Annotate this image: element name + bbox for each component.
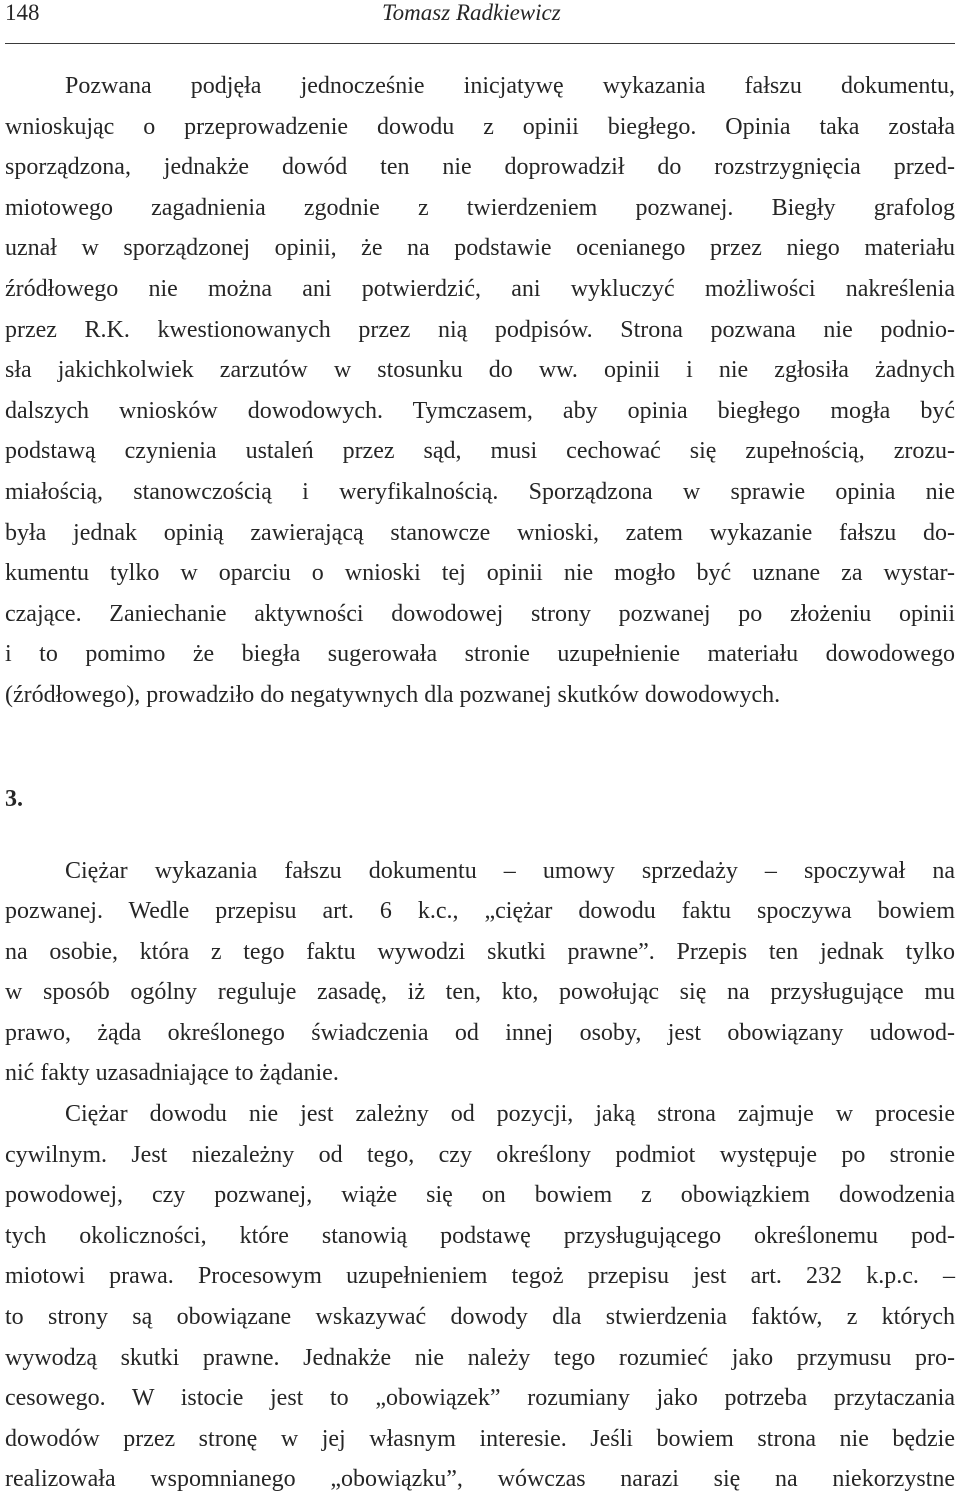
- text-line: cywilnym. Jest niezależny od tego, czy określony podmiot występuje po stronie: [5, 1141, 955, 1168]
- running-header: [5, 0, 955, 44]
- text-line: na osobie, która z tego faktu wywodzi skutki prawne”. Przepis ten jednak tylko: [5, 938, 955, 965]
- book-page: [5, 0, 955, 1500]
- text-line: dowodów przez stronę w jej własnym interesie. Jeśli bowiem strona nie będzie: [5, 1425, 955, 1452]
- text-line: pozwanej. Wedle przepisu art. 6 k.c., „ciężar dowodu faktu spoczywa bowiem: [5, 898, 955, 925]
- text-line: (źródłowego), prowadziło do negatywnych dla pozwanej skutków dowodowych.: [5, 681, 781, 708]
- text-line: wywodzą skutki prawne. Jednakże nie należy tego rozumieć jako przymusu pro-: [5, 1344, 955, 1371]
- text-line: realizowała wspomnianego „obowiązku”, wówczas narazi się na niekorzystne: [5, 1466, 955, 1493]
- text-line: wnioskując o przeprowadzenie dowodu z opinii biegłego. Opinia taka została: [5, 113, 955, 140]
- text-line: prawo, żąda określonego świadczenia od innej osoby, jest obowiązany udowod-: [5, 1019, 955, 1046]
- section-number: 3.: [5, 785, 23, 812]
- text-line: nić fakty uzasadniające to żądanie.: [5, 1060, 339, 1087]
- text-line: była jednak opinią zawierającą stanowcze wnioski, zatem wykazanie fałszu do-: [5, 519, 955, 546]
- text-line: czające. Zaniechanie aktywności dowodowej strony pozwanej po złożeniu opinii: [5, 600, 955, 627]
- paragraph: [5, 66, 955, 716]
- paragraph: [5, 851, 955, 1095]
- text-line: sła jakichkolwiek zarzutów w stosunku do ww. opinii i nie zgłosiła żadnych: [5, 357, 955, 384]
- text-line: uznał w sporządzonej opinii, że na podstawie ocenianego przez niego materiału: [5, 235, 955, 262]
- text-line: tych okoliczności, które stanowią podstawę przysługującego określonemu pod-: [5, 1222, 955, 1249]
- text-line: to strony są obowiązane wskazywać dowody dla stwierdzenia faktów, z których: [5, 1304, 955, 1331]
- text-line: dalszych wniosków dowodowych. Tymczasem, aby opinia biegłego mogła być: [5, 397, 955, 424]
- text-line: miałością, stanowczością i weryfikalnością. Sporządzona w sprawie opinia nie: [5, 478, 955, 505]
- page-number: 148: [5, 0, 40, 25]
- text-line: i to pomimo że biegła sugerowała stronie uzupełnienie materiału dowodowego: [5, 641, 955, 668]
- text-line: Pozwana podjęła jednocześnie inicjatywę wykazania fałszu dokumentu,: [65, 73, 955, 99]
- text-line: kumentu tylko w oparciu o wnioski tej opinii nie mogło być uznane za wystar-: [5, 560, 955, 587]
- running-title: Tomasz Radkiewicz: [382, 0, 561, 25]
- text-line: miotowi prawa. Procesowym uzupełnieniem tegoż przepisu jest art. 232 k.p.c. –: [5, 1263, 955, 1290]
- body-text: [5, 66, 955, 1500]
- text-line: źródłowego nie można ani potwierdzić, ani wykluczyć możliwości nakreślenia: [5, 275, 955, 302]
- text-line: sporządzona, jednakże dowód ten nie doprowadził do rozstrzygnięcia przed-: [5, 154, 955, 181]
- text-line: Ciężar dowodu nie jest zależny od pozycji, jaką strona zajmuje w procesie: [65, 1101, 955, 1128]
- paragraph: [5, 1094, 955, 1500]
- text-line: przez R.K. kwestionowanych przez nią podpisów. Strona pozwana nie podnio-: [5, 316, 955, 343]
- text-line: Ciężar wykazania fałszu dokumentu – umowy sprzedaży – spoczywał na: [65, 857, 955, 884]
- text-line: miotowego zagadnienia zgodnie z twierdzeniem pozwanej. Biegły grafolog: [5, 194, 955, 221]
- text-line: powodowej, czy pozwanej, wiąże się on bowiem z obowiązkiem dowodzenia: [5, 1182, 955, 1209]
- text-line: w sposób ogólny reguluje zasadę, iż ten, kto, powołując się na przysługujące mu: [5, 979, 955, 1006]
- text-line: podstawą czynienia ustaleń przez sąd, musi cechować się zupełnością, zrozu-: [5, 438, 955, 465]
- text-line: cesowego. W istocie jest to „obowiązek” rozumiany jako potrzeba przytaczania: [5, 1385, 955, 1412]
